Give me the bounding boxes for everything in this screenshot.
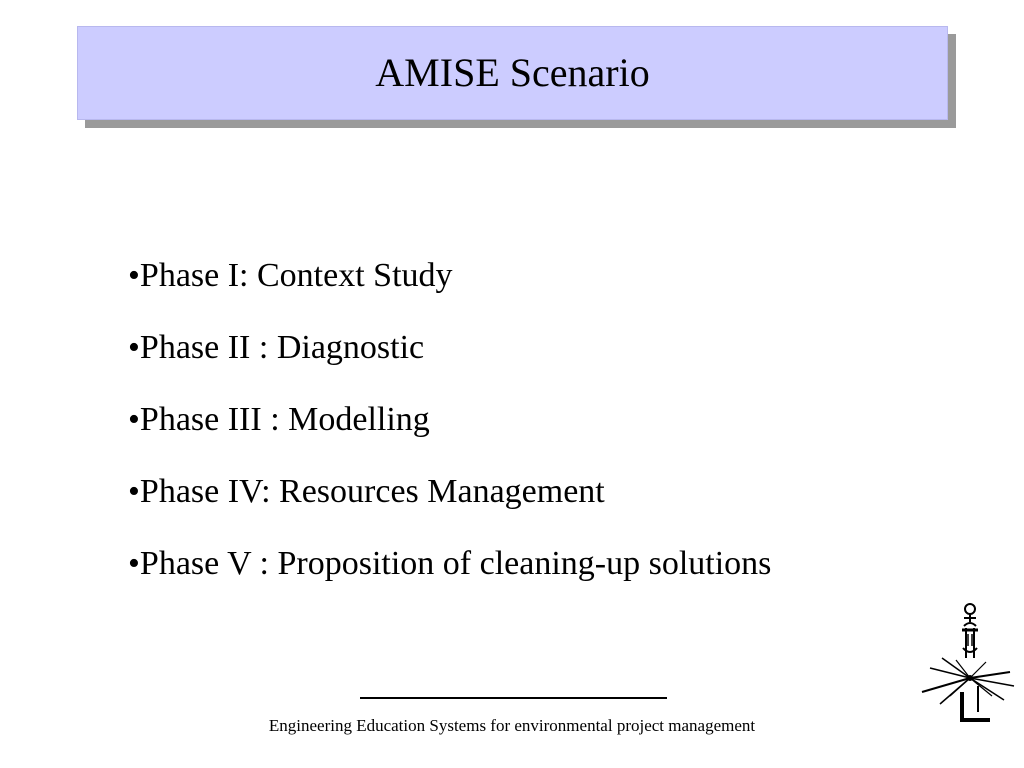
bullet-text: Phase III : Modelling	[139, 401, 430, 438]
bullet-item	[128, 547, 771, 619]
footer-caption: Engineering Education Systems for environmental project management	[268, 716, 756, 735]
bullet-list	[128, 259, 771, 619]
bullet-text: Phase I: Context Study	[139, 257, 453, 294]
bullet-marker: •	[128, 401, 140, 438]
slide-title: AMISE Scenario	[375, 50, 650, 95]
title-box	[77, 26, 948, 120]
bullet-marker: •	[128, 473, 140, 510]
bullet-text: Phase V : Proposition of cleaning-up solutions	[139, 545, 772, 582]
bullet-text: Phase IV: Resources Management	[139, 473, 605, 510]
bullet-item	[128, 259, 771, 331]
bullet-text: Phase II : Diagnostic	[139, 329, 425, 366]
bullet-item	[128, 403, 771, 475]
institution-logo-icon	[920, 600, 1016, 724]
bullet-marker: •	[128, 545, 140, 582]
footer-divider	[360, 697, 667, 699]
bullet-marker: •	[128, 329, 140, 366]
bullet-item	[128, 475, 771, 547]
bullet-item	[128, 331, 771, 403]
bullet-marker: •	[128, 257, 140, 294]
